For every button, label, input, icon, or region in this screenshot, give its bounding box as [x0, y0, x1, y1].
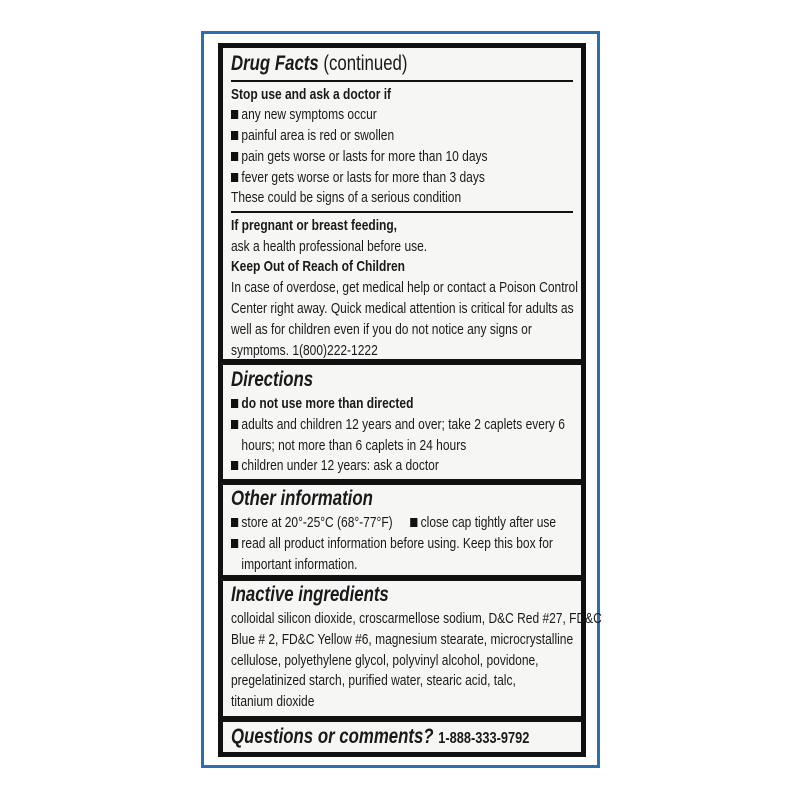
directions-heading: Directions: [231, 368, 314, 391]
bullet-icon: [231, 461, 238, 470]
section-other-information: [223, 485, 581, 575]
overdose-text: well as for children even if you do not notice any signs or: [231, 320, 532, 338]
questions-line: Questions or comments? 1-888-333-9792: [231, 725, 530, 748]
divider: [231, 211, 573, 213]
section-directions: [223, 366, 581, 477]
bullet-icon: [231, 131, 238, 140]
ingredients-text: pregelatinized starch, purified water, stearic acid, talc,: [231, 672, 516, 690]
bullet-icon: [410, 518, 417, 527]
section-warnings: [223, 50, 581, 361]
phone-number: 1-888-333-9792: [438, 730, 530, 747]
section-divider: [223, 359, 581, 365]
section-questions: [223, 723, 581, 751]
stop-use-note: These could be signs of a serious condition: [231, 189, 462, 207]
drug-facts-title: Drug Facts (continued): [231, 52, 408, 75]
list-item: any new symptoms occur: [231, 105, 505, 126]
ingredients-text: titanium dioxide: [231, 693, 315, 711]
pregnant-text: ask a health professional before use.: [231, 237, 428, 255]
list-item: fever gets worse or lasts for more than 3 days: [231, 168, 505, 189]
drug-facts-panel: [218, 43, 602, 757]
other-info-heading: Other information: [231, 487, 373, 510]
list-item: painful area is red or swollen: [231, 126, 505, 147]
bullet-icon: [231, 152, 238, 161]
ingredients-text: Blue # 2, FD&C Yellow #6, magnesium stearate, microcrystalline: [231, 630, 574, 648]
bullet-icon: [231, 173, 238, 182]
stop-use-heading: Stop use and ask a doctor if: [231, 85, 392, 103]
list-item-cont: important information.: [241, 555, 358, 573]
section-inactive-ingredients: [223, 581, 602, 713]
bullet-icon: [231, 518, 238, 527]
list-item: do not use more than directed: [231, 394, 505, 415]
list-item: adults and children 12 years and over; take 2 caplets every 6: [231, 415, 505, 436]
bullet-icon: [231, 399, 238, 408]
pregnant-heading: If pregnant or breast feeding,: [231, 216, 398, 234]
list-item: pain gets worse or lasts for more than 10 days: [231, 147, 505, 168]
bullet-icon: [231, 420, 238, 429]
ingredients-text: cellulose, polyethylene glycol, polyvinyl alcohol, povidone,: [231, 651, 539, 669]
children-heading: Keep Out of Reach of Children: [231, 258, 406, 276]
overdose-text: In case of overdose, get medical help or contact a Poison Control: [231, 279, 578, 297]
overdose-text: Center right away. Quick medical attention is critical for adults as: [231, 299, 574, 317]
list-item: children under 12 years: ask a doctor: [231, 456, 505, 477]
divider: [231, 80, 573, 82]
list-item-cont: hours; not more than 6 caplets in 24 hours: [241, 436, 467, 454]
list-item: store at 20°-25°C (68°-77°F) close cap tightly after use: [231, 513, 505, 534]
bullet-icon: [231, 539, 238, 548]
bullet-icon: [231, 110, 238, 119]
overdose-text: symptoms. 1(800)222-1222: [231, 341, 378, 359]
section-divider: [223, 716, 581, 722]
inactive-heading: Inactive ingredients: [231, 583, 389, 606]
list-item: read all product information before using. Keep this box for: [231, 534, 505, 555]
ingredients-text: colloidal silicon dioxide, croscarmellose sodium, D&C Red #27, FD&C: [231, 610, 602, 627]
